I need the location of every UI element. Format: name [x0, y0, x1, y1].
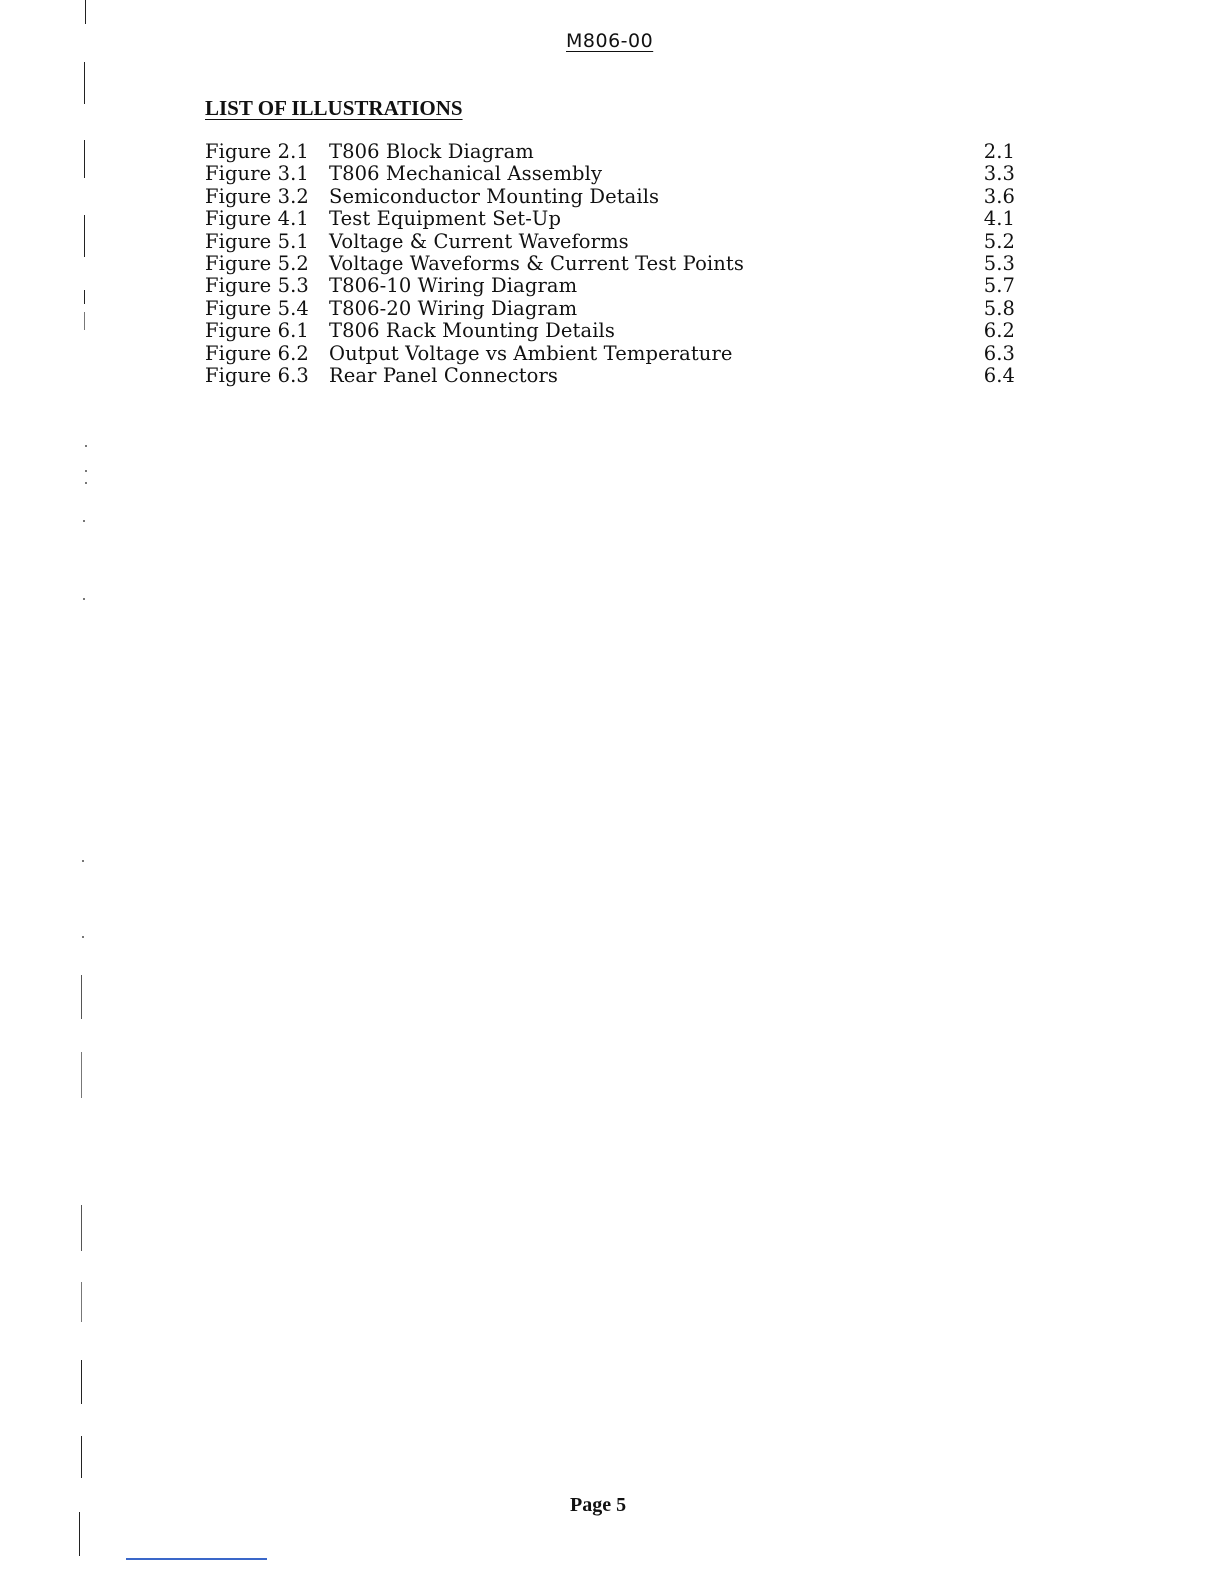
figure-number: Figure 4.1 [205, 207, 309, 231]
figure-page: 4.1 [983, 207, 1015, 231]
figure-page: 6.4 [983, 363, 1015, 387]
scan-mark [81, 1205, 82, 1251]
figure-title: Semiconductor Mounting Details [329, 184, 660, 208]
figure-title: Test Equipment Set-Up [329, 207, 562, 231]
list-item [205, 343, 1015, 365]
document-code: M806-00 [566, 30, 654, 52]
figure-page: 5.7 [983, 274, 1015, 298]
list-item [205, 320, 1015, 342]
figure-title: T806-10 Wiring Diagram [329, 274, 578, 298]
scan-mark [85, 0, 86, 24]
figure-page: 5.2 [983, 229, 1015, 253]
figure-page: 3.3 [983, 162, 1015, 186]
scan-mark [84, 215, 85, 257]
figure-title: Voltage Waveforms & Current Test Points [329, 251, 744, 275]
figure-title: Voltage & Current Waveforms [329, 229, 629, 253]
figure-title: T806-20 Wiring Diagram [329, 296, 578, 320]
scan-mark [79, 1512, 80, 1556]
figure-page: 2.1 [983, 140, 1015, 163]
figure-number: Figure 5.2 [205, 251, 309, 275]
scan-dot [83, 598, 85, 600]
scan-margin-marks [76, 0, 88, 1584]
scan-dot [85, 470, 87, 472]
figure-number: Figure 5.3 [205, 274, 309, 298]
figure-title: T806 Rack Mounting Details [329, 319, 615, 343]
scan-dot [82, 860, 84, 862]
scan-mark [81, 975, 82, 1019]
figure-number: Figure 5.1 [205, 229, 309, 253]
figure-title: T806 Block Diagram [329, 140, 534, 163]
figure-page: 6.2 [983, 319, 1015, 343]
list-item [205, 253, 1015, 275]
list-item [205, 141, 1015, 163]
figure-number: Figure 6.2 [205, 341, 309, 365]
scan-mark [84, 62, 85, 104]
scan-mark [81, 1436, 82, 1478]
list-item [205, 365, 1015, 387]
scan-dot [83, 520, 85, 522]
scan-mark [81, 1052, 82, 1098]
scan-mark [81, 1360, 82, 1404]
figure-page: 6.3 [983, 341, 1015, 365]
footer-rule [126, 1558, 267, 1560]
scan-mark [84, 140, 85, 178]
list-heading: LIST OF ILLUSTRATIONS [205, 96, 463, 120]
figure-title: T806 Mechanical Assembly [329, 162, 603, 186]
scan-dot [85, 482, 87, 484]
figure-number: Figure 3.2 [205, 184, 309, 208]
list-item [205, 298, 1015, 320]
figure-number: Figure 2.1 [205, 140, 309, 163]
scan-mark [84, 312, 85, 330]
figure-title: Rear Panel Connectors [329, 363, 559, 387]
figure-number: Figure 3.1 [205, 162, 309, 186]
figure-number: Figure 6.1 [205, 319, 309, 343]
list-item [205, 163, 1015, 185]
figure-number: Figure 5.4 [205, 296, 309, 320]
list-item [205, 231, 1015, 253]
scan-mark [84, 290, 85, 304]
list-item [205, 186, 1015, 208]
figure-page: 3.6 [983, 184, 1015, 208]
page-number: Page 5 [570, 1494, 627, 1516]
illustrations-list [205, 141, 1015, 387]
figure-page: 5.3 [983, 251, 1015, 275]
figure-title: Output Voltage vs Ambient Temperature [329, 341, 733, 365]
figure-number: Figure 6.3 [205, 363, 309, 387]
list-item [205, 208, 1015, 230]
figure-page: 5.8 [983, 296, 1015, 320]
scan-dot [85, 445, 87, 447]
scan-mark [81, 1282, 82, 1322]
scan-dot [82, 936, 84, 938]
list-item [205, 275, 1015, 297]
